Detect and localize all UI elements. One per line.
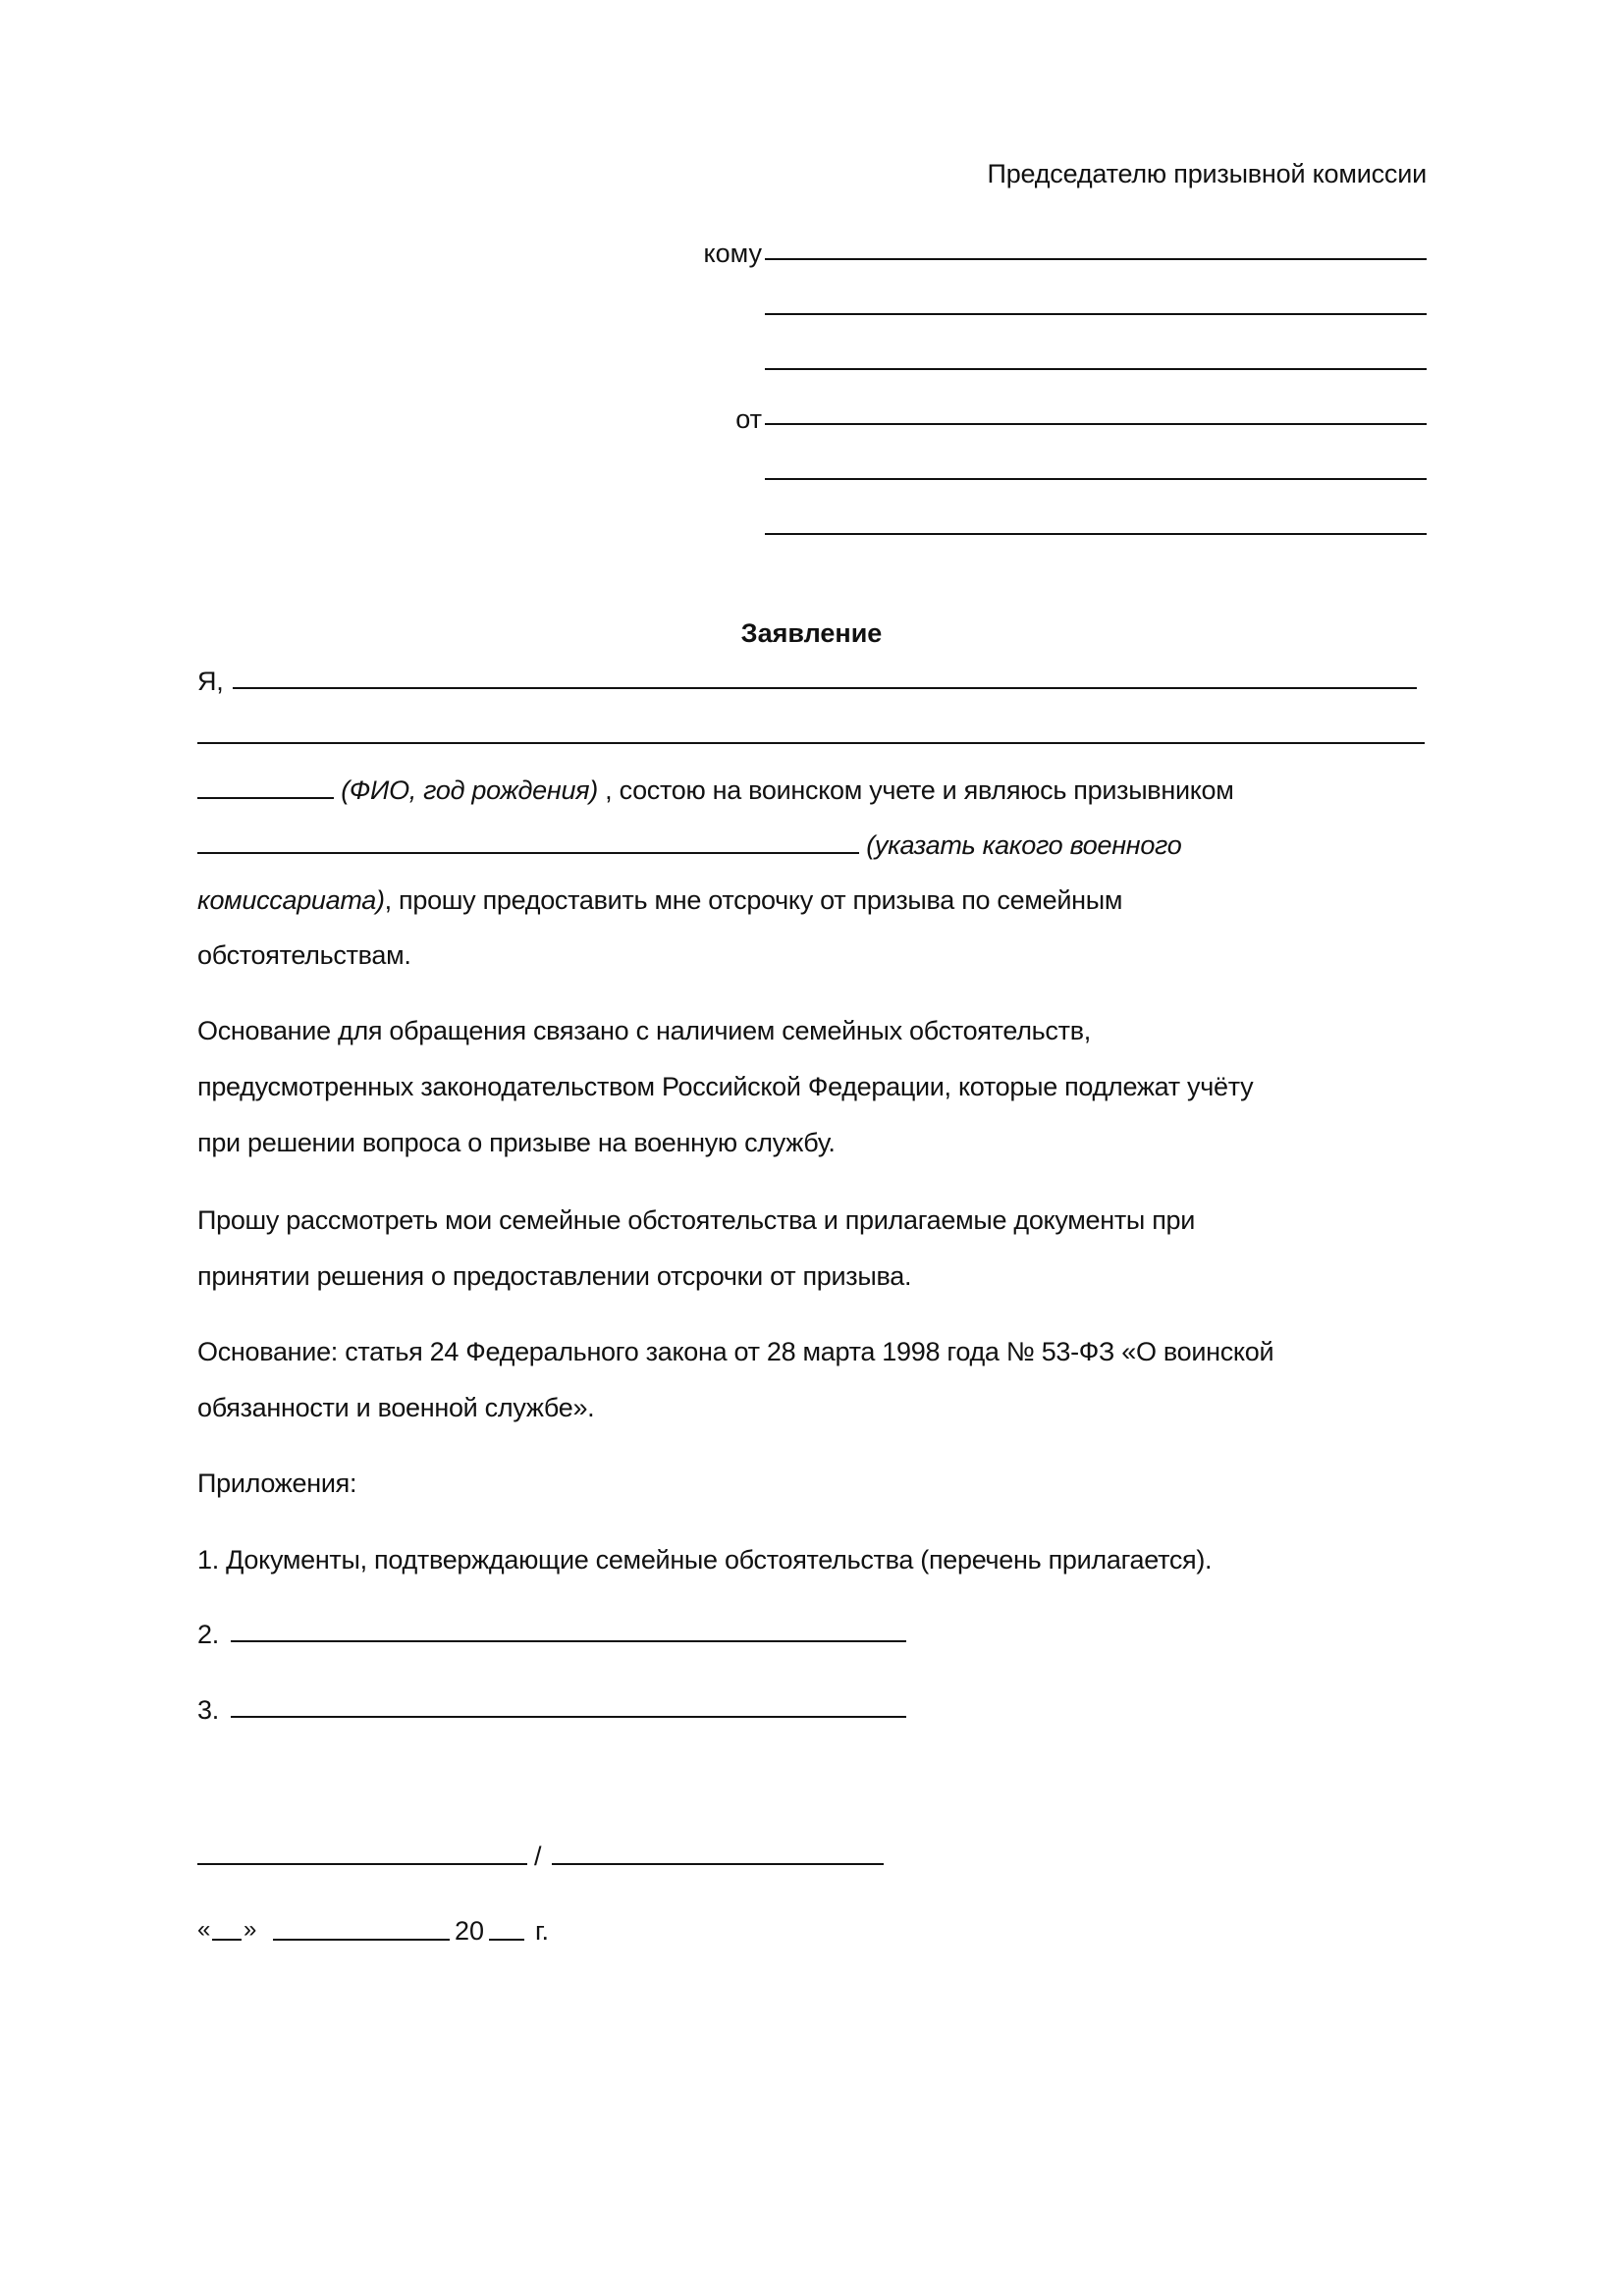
consider-text-2: принятии решения о предоставлении отсрочки от призыва. xyxy=(197,1261,912,1291)
date-year-field[interactable] xyxy=(489,1939,524,1941)
to-field-line-2[interactable] xyxy=(765,313,1427,315)
document-title: Заявление xyxy=(740,618,883,648)
commissariat-hint-1: (указать какого военного xyxy=(866,830,1182,860)
applicant-name-line-2[interactable] xyxy=(197,742,1425,744)
to-field-line-1[interactable] xyxy=(765,258,1427,260)
attachment-item-2 xyxy=(197,1620,219,1650)
from-field-line-2[interactable] xyxy=(765,478,1427,480)
date-year-prefix: 20 xyxy=(455,1916,485,1946)
attachment-field-3[interactable] xyxy=(231,1716,906,1718)
commissariat-hint-2: комиссариата) xyxy=(197,885,385,915)
law-text-1: Основание: статья 24 Федерального закона от 28 марта 1998 года № 53-ФЗ «О воинской xyxy=(197,1337,1274,1366)
attachments-heading: Приложения: xyxy=(197,1468,357,1498)
to-label: кому xyxy=(703,239,762,268)
applicant-name-line-3[interactable] xyxy=(197,797,334,799)
from-field-line-3[interactable] xyxy=(765,533,1427,535)
request-text-2: обстоятельствам. xyxy=(197,940,411,970)
request-text-1: , прошу предоставить мне отсрочку от призыва по семейным xyxy=(384,885,1123,915)
attachment-item-3 xyxy=(197,1695,219,1726)
request-line xyxy=(197,885,1122,916)
attachment-field-2[interactable] xyxy=(231,1640,906,1642)
signature-separator: / xyxy=(534,1842,542,1871)
attachment-number-2: 2. xyxy=(197,1620,219,1649)
attachment-text-1: Документы, подтверждающие семейные обстоятельства (перечень прилагается). xyxy=(226,1545,1213,1575)
attachment-item-1 xyxy=(197,1545,1212,1575)
consider-text-1: Прошу рассмотреть мои семейные обстоятельства и прилагаемые документы при xyxy=(197,1205,1196,1235)
addressee-heading: Председателю призывной комиссии xyxy=(987,159,1427,188)
basis-text-3: при решении вопроса о призыве на военную службу. xyxy=(197,1128,836,1157)
applicant-name-line-1[interactable] xyxy=(233,687,1417,689)
from-field-line-1[interactable] xyxy=(765,423,1427,425)
basis-text-2: предусмотренных законодательством Российской Федерации, которые подлежат учёту xyxy=(197,1072,1254,1101)
attachment-number-3: 3. xyxy=(197,1695,219,1725)
from-label: от xyxy=(735,404,762,434)
applicant-prefix: Я, xyxy=(197,667,224,696)
fio-hint: (ФИО, год рождения) xyxy=(341,775,598,805)
law-text-2: обязанности и военной службе». xyxy=(197,1393,595,1422)
date-open-quote: « xyxy=(197,1916,211,1943)
attachment-number-1: 1. xyxy=(197,1545,219,1575)
conscript-status-text: , состою на воинском учете и являюсь призывником xyxy=(597,775,1234,805)
to-field-line-3[interactable] xyxy=(765,368,1427,370)
date-year-suffix: г. xyxy=(535,1916,550,1946)
signature-name-field[interactable] xyxy=(552,1863,884,1865)
signature-field[interactable] xyxy=(197,1863,527,1865)
date-month-field[interactable] xyxy=(273,1939,450,1941)
commissariat-field[interactable] xyxy=(197,852,859,854)
applicant-fio-line xyxy=(197,775,1234,806)
basis-text-1: Основание для обращения связано с наличием семейных обстоятельств, xyxy=(197,1016,1091,1045)
commissariat-line xyxy=(197,830,1181,861)
date-day-field[interactable] xyxy=(212,1939,242,1941)
date-close-quote: » xyxy=(243,1916,257,1943)
